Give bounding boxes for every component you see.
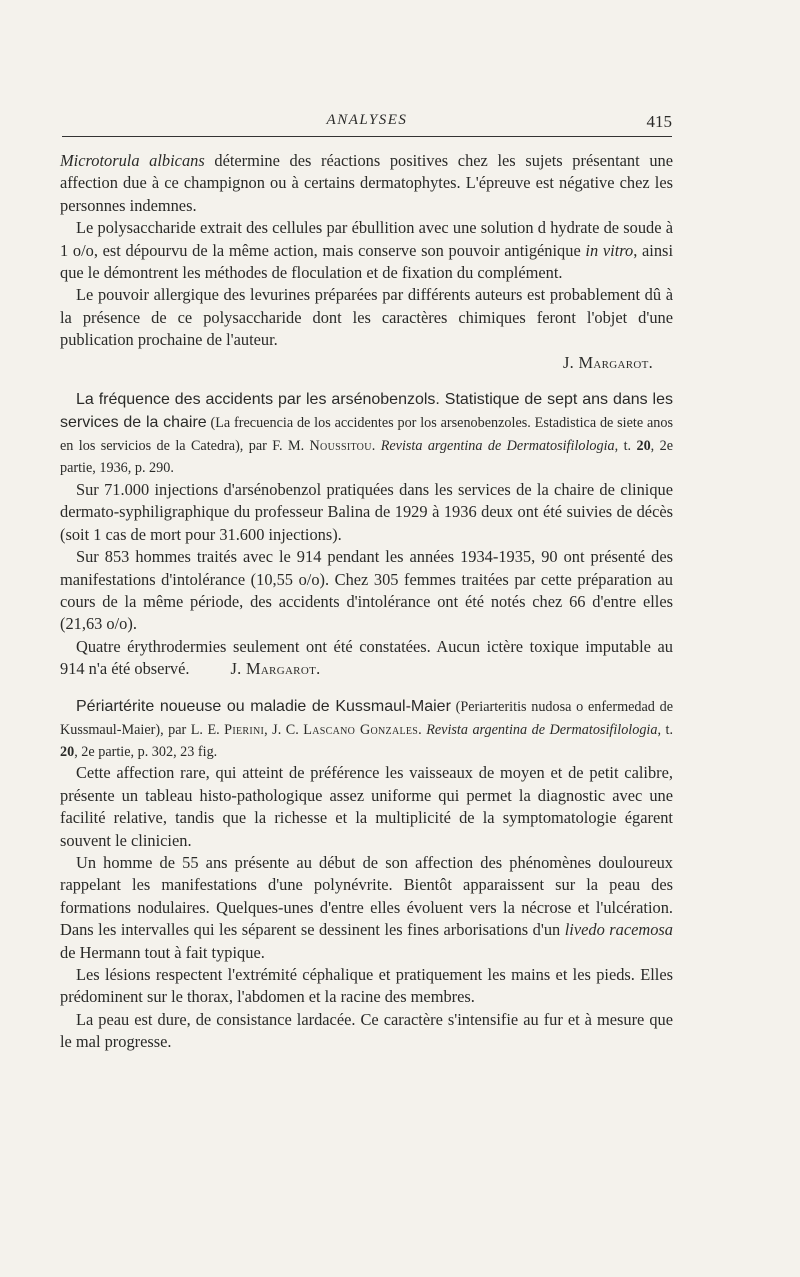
reference-text: , t.: [657, 721, 674, 738]
paragraph: Sur 71.000 injections d'arsénobenzol pratiquées dans les services de la chaire de clinique dermato-syphiligraphique du professeur Balina de 1929 à 1936 deux ont été suivies de décès (soit 1 cas de mort pour 31.600 injections).: [60, 479, 673, 544]
reference-text: , 2e partie, 1936, p. 290.: [60, 438, 674, 477]
paragraph-text: , ainsi que le démontrent les méthodes de floculation et de fixation du complément.: [60, 240, 673, 283]
paragraph: [60, 217, 673, 284]
entry-title: La fréquence des accidents par les arsénobenzols. Statistique de sept ans dans les services de la chaire: [60, 391, 673, 432]
entry-title: Périartérite noueuse ou maladie de Kussmaul-Maier: [76, 697, 451, 715]
page-header: [62, 112, 672, 138]
author-name: Noussitou: [309, 438, 372, 455]
reference-text: , J. C.: [264, 721, 304, 738]
paragraph: [60, 852, 673, 964]
italic-term: in vitro: [585, 240, 634, 260]
running-title: ANALYSES: [326, 112, 408, 128]
reference-text: .: [418, 721, 427, 738]
analysis-entry: [60, 695, 673, 1054]
entry-heading: [60, 695, 673, 763]
reference-text: , t.: [614, 438, 637, 455]
reference-text: , 2e partie, p. 302, 23 fig.: [74, 743, 218, 760]
signature: J. Margarot.: [230, 659, 321, 679]
journal-name: Revista argentina de Dermatosifilologia: [426, 721, 658, 738]
paragraph: Sur 853 hommes traités avec le 914 pendant les années 1934-1935, 90 ont présenté des manifestations d'intolérance (10,55 o/o). Chez 305 femmes traitées par cette préparation au cours de la même période, des accidents d'intolérance ont été notés chez 66 d'entre elles (21,63 o/o).: [60, 547, 673, 634]
paragraph-text: détermine des réactions positives chez les sujets présentant une affection due à ce champignon ou à certains dermatophytes. L'épreuve est négative chez les personnes indemnes.: [60, 151, 673, 215]
analysis-entry: [60, 388, 673, 680]
reference-text: (La frecuencia de los accidentes por los arsenobenzoles. Estadistica de siete anos en los servicios de la Catedra), par F. M.: [60, 415, 674, 455]
reference-text: (Periarteritis nudosa o enfermedad de Kussmaul-Maier), par L. E.: [60, 698, 674, 738]
paragraph-text: de Hermann tout à fait typique.: [60, 942, 265, 962]
paragraph: [60, 150, 673, 217]
analysis-continued: [60, 150, 673, 374]
species-name: Microtorula albicans: [60, 151, 205, 170]
paragraph: Les lésions respectent l'extrémité céphalique et pratiquement les mains et les pieds. Elles prédominent sur le thorax, l'abdomen et la racine des membres.: [60, 965, 673, 1007]
paragraph: Cette affection rare, qui atteint de préférence les vaisseaux de moyen et de petit calibre, présente un tableau histo-pathologique assez uniforme qui permet la diagnostic avec une facilité relative, tandis que la richesse et la multiplicité de la symptomatologie égarent souvent le clinicien.: [60, 763, 673, 850]
author-name: Pierini: [224, 721, 265, 738]
signature: J. Margarot.: [562, 352, 653, 372]
entry-heading: [60, 388, 673, 479]
volume-number: 20: [636, 438, 651, 455]
page-number: 415: [646, 112, 672, 131]
paragraph-text: Le polysaccharide extrait des cellules par ébullition avec une solution d hydrate de soude à 1 o/o, est dépourvu de la même action, mais conserve son pouvoir antigénique: [60, 218, 673, 260]
author-name: Lascano Gonzales: [303, 721, 419, 738]
italic-term: livedo racemosa: [564, 920, 673, 940]
paragraph: La peau est dure, de consistance lardacée. Ce caractère s'intensifie au fur et à mesure que le mal progresse.: [60, 1009, 673, 1052]
paragraph-text: Un homme de 55 ans présente au début de son affection des phénomènes douloureux rappelant les manifestations d'une polynévrite. Bientôt apparaissent sur la peau des formations nodulaires. Quelques-unes d'entre elles évoluent vers la nécrose et l'ulcération. Dans les intervalles qui les séparent se dessinent les fines arborisations d'un: [60, 852, 673, 940]
volume-number: 20: [60, 743, 75, 760]
paragraph: Le pouvoir allergique des levurines préparées par différents auteurs est probablement dû à la présence de ce polysaccharide dont les caractères chimiques feront l'objet d'une publication prochaine de l'auteur.: [60, 285, 673, 350]
paragraph: [60, 636, 673, 681]
reference-text: .: [371, 438, 381, 455]
page-body: [60, 150, 673, 1054]
paragraph-text: Quatre érythrodermies seulement ont été constatées. Aucun ictère toxique imputable au 914 n'a été observé.: [60, 636, 673, 679]
journal-name: Revista argentina de Dermatosifilologia: [380, 438, 615, 455]
header-rule: [62, 136, 672, 137]
